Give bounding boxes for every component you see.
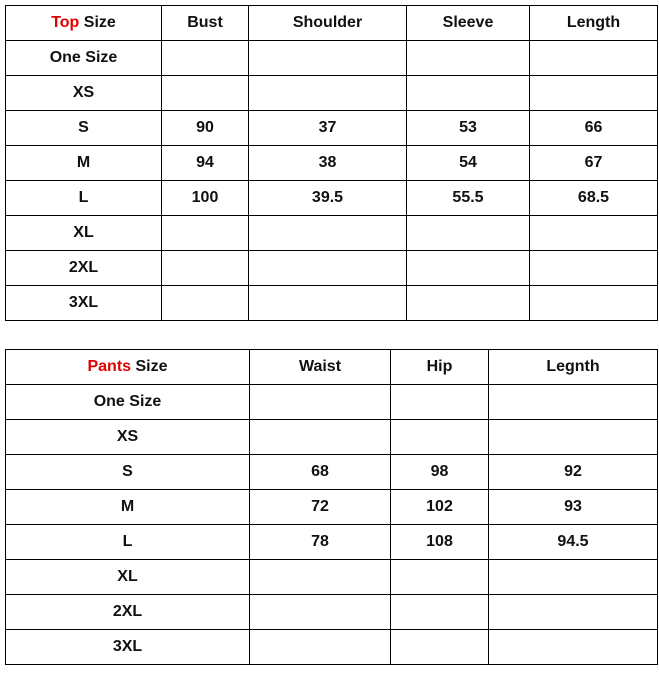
measurement-cell: 102 [391, 490, 489, 525]
measurement-cell: 93 [489, 490, 658, 525]
measurement-cell [407, 251, 530, 286]
table-row [6, 216, 658, 251]
measurement-cell [391, 630, 489, 665]
measurement-cell: 38 [249, 146, 407, 181]
measurement-cell: 98 [391, 455, 489, 490]
measurement-cell: 108 [391, 525, 489, 560]
measurement-cell: 94 [162, 146, 249, 181]
measurement-cell [250, 595, 391, 630]
table-row [6, 560, 658, 595]
measurement-cell: 94.5 [489, 525, 658, 560]
top-size-table [5, 5, 658, 321]
table-row [6, 385, 658, 420]
measurement-cell: 92 [489, 455, 658, 490]
measurement-cell [489, 630, 658, 665]
measurement-cell: 68 [250, 455, 391, 490]
pants-size-table [5, 349, 658, 665]
size-cell: 2XL [6, 251, 162, 286]
size-cell: One Size [6, 41, 162, 76]
measurement-cell [249, 286, 407, 321]
column-header: Sleeve [407, 6, 530, 41]
measurement-cell [391, 560, 489, 595]
measurement-cell [162, 251, 249, 286]
measurement-cell: 53 [407, 111, 530, 146]
measurement-cell [250, 560, 391, 595]
column-header: Legnth [489, 350, 658, 385]
table-row [6, 41, 658, 76]
pants-accent-label: Pants [87, 358, 132, 375]
top-table-header-row [6, 6, 658, 41]
table-row [6, 286, 658, 321]
size-cell: 3XL [6, 286, 162, 321]
measurement-cell [489, 385, 658, 420]
table-row [6, 181, 658, 216]
table-row [6, 146, 658, 181]
measurement-cell [249, 216, 407, 251]
table-row [6, 76, 658, 111]
measurement-cell: 39.5 [249, 181, 407, 216]
column-header: Hip [391, 350, 489, 385]
size-cell: L [6, 181, 162, 216]
measurement-cell [489, 420, 658, 455]
measurement-cell [162, 76, 249, 111]
measurement-cell [162, 216, 249, 251]
measurement-cell [530, 41, 658, 76]
measurement-cell [530, 216, 658, 251]
size-cell: M [6, 146, 162, 181]
size-cell: One Size [6, 385, 250, 420]
measurement-cell: 100 [162, 181, 249, 216]
column-header: Waist [250, 350, 391, 385]
measurement-cell: 54 [407, 146, 530, 181]
top-accent-label: Top [51, 14, 80, 31]
top-size-label: Size [79, 14, 116, 31]
measurement-cell [489, 560, 658, 595]
table-row [6, 630, 658, 665]
measurement-cell [391, 420, 489, 455]
size-cell: S [6, 455, 250, 490]
table-row [6, 251, 658, 286]
table-row [6, 525, 658, 560]
measurement-cell: 67 [530, 146, 658, 181]
size-cell: L [6, 525, 250, 560]
top-table-body [6, 6, 658, 321]
table-row [6, 111, 658, 146]
measurement-cell [530, 251, 658, 286]
size-cell: 3XL [6, 630, 250, 665]
measurement-cell: 66 [530, 111, 658, 146]
size-cell: 2XL [6, 595, 250, 630]
measurement-cell [391, 595, 489, 630]
table-row [6, 455, 658, 490]
measurement-cell [250, 420, 391, 455]
measurement-cell [249, 251, 407, 286]
measurement-cell: 55.5 [407, 181, 530, 216]
pants-table-body [6, 350, 658, 665]
measurement-cell [250, 630, 391, 665]
column-header: Length [530, 6, 658, 41]
measurement-cell [162, 286, 249, 321]
measurement-cell: 37 [249, 111, 407, 146]
table-row [6, 595, 658, 630]
measurement-cell: 78 [250, 525, 391, 560]
measurement-cell [407, 216, 530, 251]
column-header: Bust [162, 6, 249, 41]
measurement-cell [407, 76, 530, 111]
measurement-cell: 90 [162, 111, 249, 146]
measurement-cell: 68.5 [530, 181, 658, 216]
size-cell: XS [6, 76, 162, 111]
size-cell: XS [6, 420, 250, 455]
measurement-cell [530, 286, 658, 321]
top-size-header [6, 6, 162, 41]
measurement-cell [530, 76, 658, 111]
measurement-cell [407, 286, 530, 321]
measurement-cell [489, 595, 658, 630]
measurement-cell: 72 [250, 490, 391, 525]
measurement-cell [250, 385, 391, 420]
table-row [6, 420, 658, 455]
size-cell: M [6, 490, 250, 525]
column-header: Shoulder [249, 6, 407, 41]
size-cell: XL [6, 560, 250, 595]
measurement-cell [249, 41, 407, 76]
pants-table-header-row [6, 350, 658, 385]
measurement-cell [407, 41, 530, 76]
table-row [6, 490, 658, 525]
pants-size-header [6, 350, 250, 385]
measurement-cell [391, 385, 489, 420]
size-cell: XL [6, 216, 162, 251]
measurement-cell [162, 41, 249, 76]
measurement-cell [249, 76, 407, 111]
size-cell: S [6, 111, 162, 146]
pants-size-label: Size [131, 358, 168, 375]
